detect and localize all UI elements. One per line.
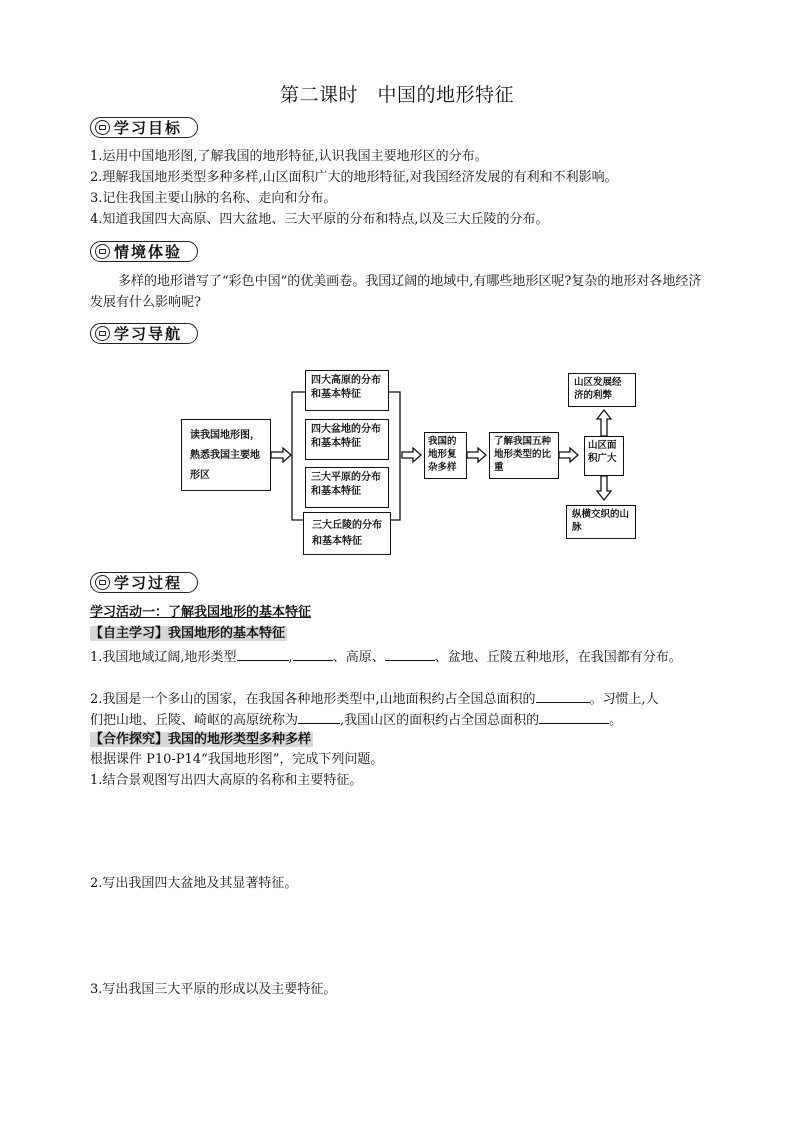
diagram-box-mountain-area: 山区面积广大 [584,436,624,476]
diagram-box-plains: 三大平原的分布和基本特征 [305,467,389,508]
coop-question-3: 3.写出我国三大平原的形成以及主要特征。 [90,982,337,997]
section-header-process [90,572,198,593]
diagram-box-plateaus: 四大高原的分布和基本特征 [305,370,389,411]
section-badge-icon [95,575,110,590]
self-study-title: 我国地形的基本特征 [168,626,286,641]
diagram-box-basins: 四大盆地的分布和基本特征 [305,419,389,460]
objective-item: 2.理解我国地形类型多种多样,山区面积广大的地形特征,对我国经济发展的有利和不利影响。 [90,170,618,185]
answer-blank[interactable] [385,646,435,661]
coop-tag [90,732,313,747]
question-text: 。 [609,713,623,728]
diagram-box-hills: 三大丘陵的分布和基本特征 [303,512,391,555]
question-2 [90,688,710,710]
question-1 [90,646,710,668]
question-text: 1.我国地域辽阔,地形类型 [90,650,237,665]
diagram-box-five-types: 了解我国五种地形类型的比重 [489,432,559,479]
self-study-heading [90,624,710,644]
self-study-tag [90,626,287,641]
question-text: 们把山地、丘陵、崎岖的高原统称为 [90,713,299,728]
diagram-box-read-map: 读我国地形图，熟悉我国主要地形区 [181,419,271,491]
question-text: ,我国山区的面积约占全国总面积的 [340,713,540,728]
activity-title-text: 学习活动一：了解我国地形的基本特征 [90,605,312,620]
coop-title: 我国的地形类型多种多样 [168,732,312,747]
question-2-cont [90,709,710,731]
diagram-box-complex: 我国的地形复杂多样 [424,432,467,479]
coop-question-1: 1.结合景观图写出四大高原的名称和主要特征。 [90,773,363,788]
answer-blank[interactable] [536,688,590,703]
objective-item: 4.知道我国四大高原、四大盆地、三大平原的分布和特点,以及三大丘陵的分布。 [90,212,549,227]
question-text: 2.我国是一个多山的国家，在我国各种地形类型中,山地面积约占全国总面积的 [90,692,536,707]
diagram-box-pros-cons: 山区发展经济的利弊 [568,373,636,407]
coop-heading [90,730,710,750]
objective-item: 1.运用中国地形图,了解我国的地形特征,认识我国主要地形区的分布。 [90,149,488,164]
question-text: 、高原、 [332,650,385,665]
question-text: 、盆地、丘陵五种地形，在我国都有分布。 [434,650,682,665]
section-label: 学习目标 [114,119,183,137]
question-text: , [288,650,293,665]
objective-item: 3.记住我国主要山脉的名称、走向和分布。 [90,191,337,206]
self-study-tag-text: 【自主学习】 [90,626,169,641]
coop-intro: 根据课件 P10-P14“我国地形图”，完成下列问题。 [90,752,384,767]
situation-text: 多样的地形谱写了“彩色中国”的优美画卷。我国辽阔的地域中,有哪些地形区呢?复杂的地形对各地经济发展有什么影响呢? [90,274,702,310]
answer-blank[interactable] [298,709,340,724]
question-text: 。习惯上,人 [589,692,659,707]
section-label: 学习导航 [114,325,183,343]
section-label: 情境体验 [114,243,183,261]
section-label: 学习过程 [114,574,183,592]
coop-question-2: 2.写出我国四大盆地及其显著特征。 [90,876,298,891]
answer-blank[interactable] [237,646,289,661]
answer-blank[interactable] [539,709,609,724]
activity-title [90,603,710,623]
diagram-box-ranges: 纵横交织的山脉 [566,505,636,539]
page-title: 第二课时 中国的地形特征 [279,84,514,106]
coop-tag-text: 【合作探究】 [90,732,169,747]
answer-blank[interactable] [293,646,333,661]
